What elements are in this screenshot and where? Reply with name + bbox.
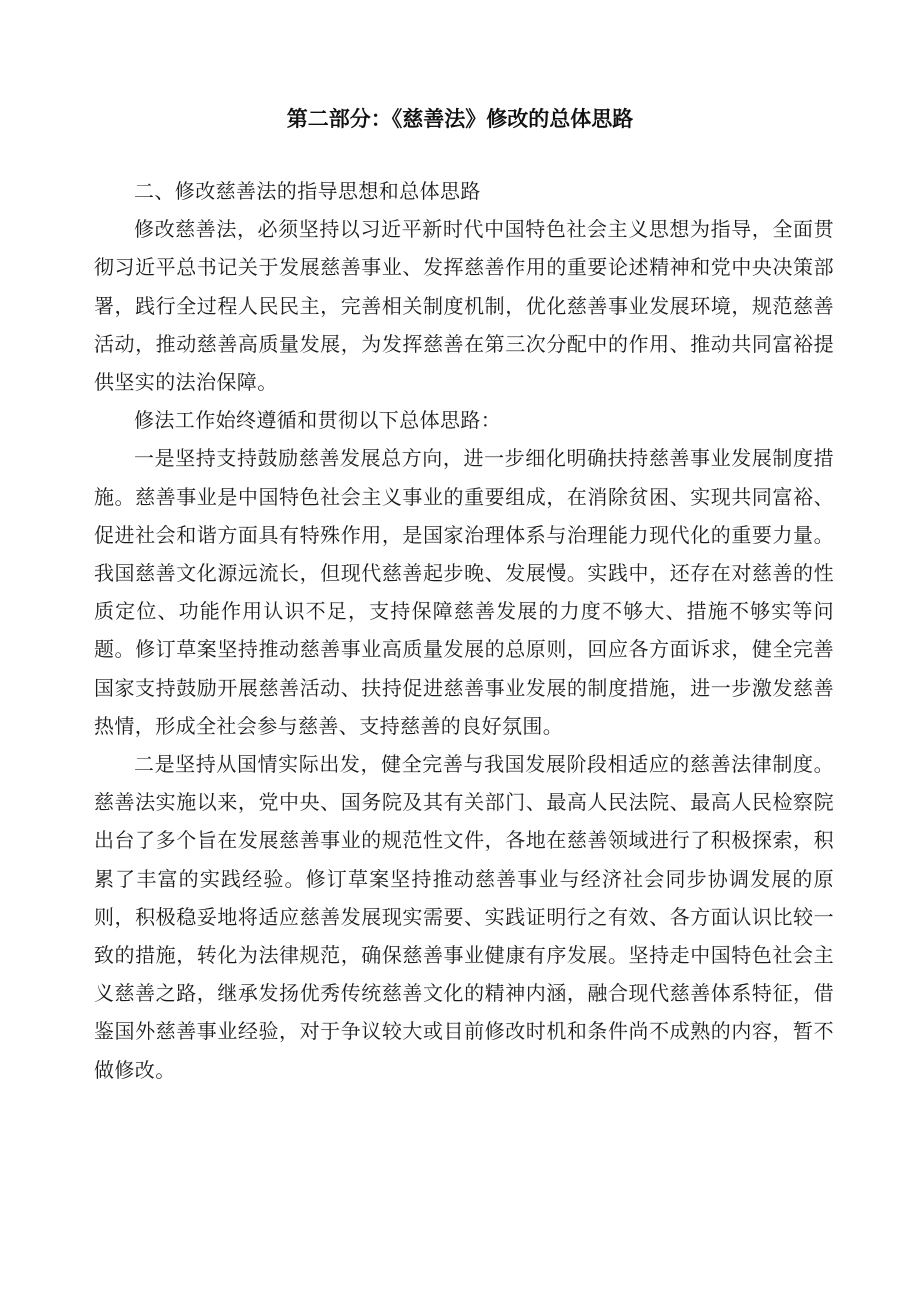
paragraph-point-two: 二是坚持从国情实际出发，健全完善与我国发展阶段相适应的慈善法律制度。慈善法实施以来，党中央、国务院及其有关部门、最高人民法院、最高人民检察院出台了多个旨在发展慈善事业的规范性文件，各地在慈善领域进行了积极探索，积累了丰富的实践经验。修订草案坚持推动慈善事业与经济社会同步协调发展的原则，积极稳妥地将适应慈善发展现实需要、实践证明行之有效、各方面认识比较一致的措施，转化为法律规范，确保慈善事业健康有序发展。坚持走中国特色社会主义慈善之路，继承发扬优秀传统慈善文化的精神内涵，融合现代慈善体系特征，借鉴国外慈善事业经验，对于争议较大或目前修改时机和条件尚不成熟的内容，暂不做修改。 [94, 752, 834, 1082]
page-title: 第二部分：《慈善法》修改的总体思路 [286, 107, 634, 131]
paragraph-point-one: 一是坚持支持鼓励慈善发展总方向，进一步细化明确扶持慈善事业发展制度措施。慈善事业是中国特色社会主义事业的重要组成，在消除贫困、实现共同富裕、促进社会和谐方面具有特殊作用，是国家治理体系与治理能力现代化的重要力量。我国慈善文化源远流长，但现代慈善起步晚、发展慢。实践中，还存在对慈善的性质定位、功能作用认识不足，支持保障慈善发展的力度不够大、措施不够实等问题。修订草案坚持推动慈善事业高质量发展的总原则，回应各方面诉求，健全完善国家支持鼓励开展慈善活动、扶持促进慈善事业发展的制度措施，进一步激发慈善热情，形成全社会参与慈善、支持慈善的良好氛围。 [94, 446, 834, 738]
paragraph-overall-approach-intro: 修法工作始终遵循和贯彻以下总体思路： [134, 408, 502, 433]
document-body [94, 172, 834, 1089]
paragraph-guiding-ideology: 修改慈善法，必须坚持以习近平新时代中国特色社会主义思想为指导，全面贯彻习近平总书记关于发展慈善事业、发挥慈善作用的重要论述精神和党中央决策部署，践行全过程人民民主，完善相关制度机制，优化慈善事业发展环境，规范慈善活动，推动慈善高质量发展，为发挥慈善在第三次分配中的作用、推动共同富裕提供坚实的法治保障。 [94, 217, 834, 395]
section-heading: 二、修改慈善法的指导思想和总体思路 [134, 179, 481, 203]
